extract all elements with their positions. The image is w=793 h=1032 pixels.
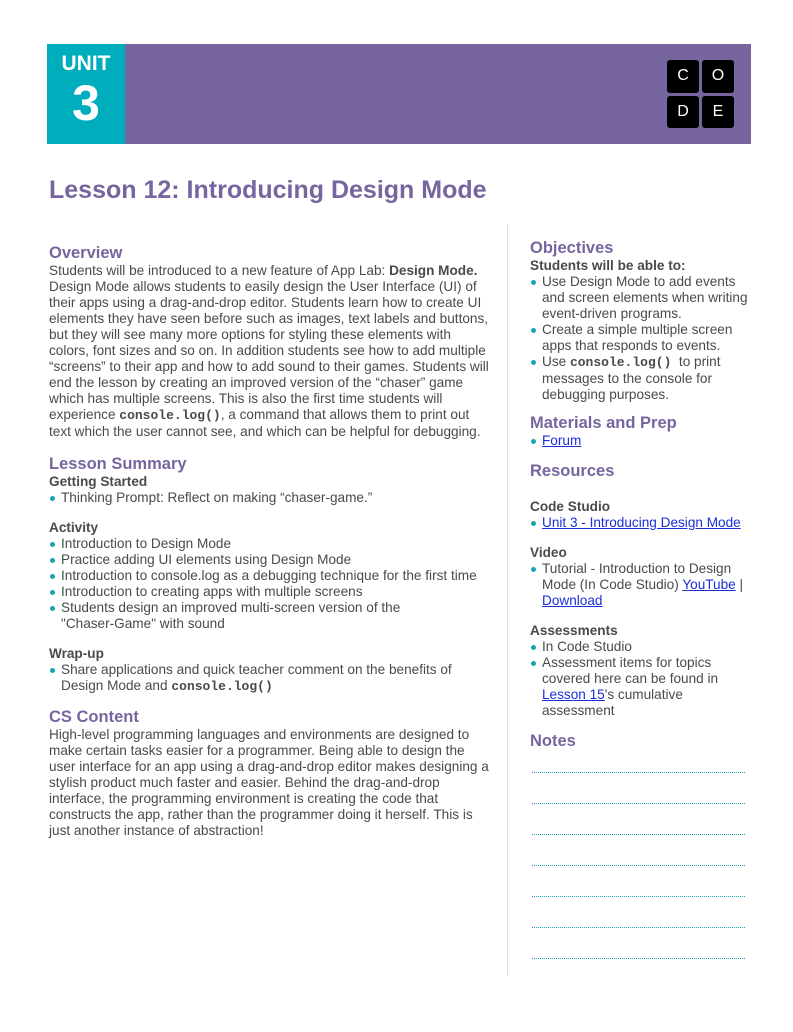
text: Assessment items for topics covered here can be found in — [542, 655, 719, 686]
note-line — [532, 803, 745, 804]
code-studio-link[interactable]: Unit 3 - Introducing Design Mode — [542, 515, 741, 530]
unit-number: 3 — [72, 75, 100, 131]
download-link[interactable]: Download — [542, 593, 603, 608]
overview-heading: Overview — [49, 244, 123, 262]
text: Share applications and quick teacher comment on the benefits of Design Mode and — [61, 662, 452, 693]
objectives-subheading: Students will be able to: — [530, 258, 686, 273]
list-item: Create a simple multiple screen apps that responds to events. — [530, 322, 752, 354]
youtube-link[interactable]: YouTube — [682, 577, 736, 592]
list-item: Introduction to Design Mode — [49, 536, 489, 552]
notes-lines[interactable] — [532, 772, 745, 989]
list-item — [530, 433, 752, 449]
lesson-summary-heading: Lesson Summary — [49, 455, 187, 473]
note-line — [532, 865, 745, 866]
activity-heading: Activity — [49, 520, 99, 535]
cs-content-heading: CS Content — [49, 708, 139, 726]
cs-content-text: High-level programming languages and environments are designed to make certain tasks easier for a programmer. Being able to design the user interface for an app using a drag-and-drop editor makes designing a stylish product much faster and easier. Behind the drag-and-drop interface, the programming environment is creating the code that constructs the app, rather than the programmer doing it herself. This is just another instance of abstraction! — [49, 727, 489, 838]
video-heading: Video — [530, 545, 567, 560]
right-column — [530, 238, 752, 751]
logo-letter: D — [667, 96, 699, 129]
text: , a command that allows them to print out text which the user cannot see, and which can be helpful for debugging. — [49, 407, 481, 439]
bold-text: Design Mode. — [389, 263, 478, 278]
note-line — [532, 772, 745, 773]
code-text: console.log() — [569, 355, 672, 370]
list-item — [530, 561, 752, 609]
text: Tutorial - Introduction to Design Mode (In Code Studio) — [542, 561, 732, 592]
column-divider — [507, 225, 508, 975]
note-line — [532, 927, 745, 928]
code-logo — [667, 60, 735, 128]
unit-banner — [47, 44, 751, 144]
unit-label: UNIT — [61, 52, 111, 75]
left-column — [49, 243, 489, 839]
text: Use — [542, 354, 570, 369]
list-item: Introduction to creating apps with multiple screens — [49, 584, 489, 600]
logo-letter: O — [702, 60, 734, 93]
text: 's cumulative assessment — [542, 687, 683, 718]
list-item — [530, 655, 752, 719]
code-studio-heading: Code Studio — [530, 499, 611, 514]
code-text: console.log() — [119, 408, 221, 423]
note-line — [532, 958, 745, 959]
logo-letter: C — [667, 60, 699, 93]
text: Design Mode allows students to easily design the User Interface (UI) of their apps using a drag-and-drop editor. Students learn how to create UI elements they have seen before such as images, text labels and buttons, but they will see many more options for styling these elements with colors, font sizes and so on. In addition students see how to add multiple “screens” to their app and how to add sound to their games. Students will end the lesson by creating an improved version of the “chaser” game which has multiple screens. This is also the first time students will experience — [49, 279, 489, 422]
list-item: Practice adding UI elements using Design Mode — [49, 552, 489, 568]
forum-link[interactable]: Forum — [542, 433, 582, 448]
note-line — [532, 834, 745, 835]
code-text: console.log() — [171, 679, 273, 694]
list-item: In Code Studio — [530, 639, 752, 655]
list-item — [49, 662, 459, 695]
separator: | — [735, 577, 744, 592]
page-title: Lesson 12: Introducing Design Mode — [49, 176, 487, 204]
logo-letter: E — [702, 96, 734, 129]
list-item: Thinking Prompt: Reflect on making “chaser-game.” — [49, 490, 489, 506]
getting-started-heading: Getting Started — [49, 474, 148, 489]
resources-heading: Resources — [530, 462, 615, 480]
lesson-15-link[interactable]: Lesson 15 — [542, 687, 605, 702]
note-line — [532, 896, 745, 897]
unit-badge — [47, 44, 125, 144]
list-item: Introduction to console.log as a debugging technique for the first time — [49, 568, 489, 584]
list-item: Use Design Mode to add events and screen elements when writing event-driven programs. — [530, 274, 752, 322]
materials-heading: Materials and Prep — [530, 414, 677, 432]
objectives-heading: Objectives — [530, 239, 614, 257]
assessments-heading: Assessments — [530, 623, 618, 638]
list-item — [530, 515, 752, 531]
text: to print messages to the console for debugging purposes. — [542, 354, 725, 402]
wrapup-heading: Wrap-up — [49, 646, 104, 661]
overview-text — [49, 263, 489, 440]
list-item — [530, 354, 752, 403]
text: Students will be introduced to a new feature of App Lab: — [49, 263, 390, 278]
list-item: Students design an improved multi-screen version of the "Chaser-Game" with sound — [49, 600, 409, 632]
notes-heading: Notes — [530, 732, 576, 750]
